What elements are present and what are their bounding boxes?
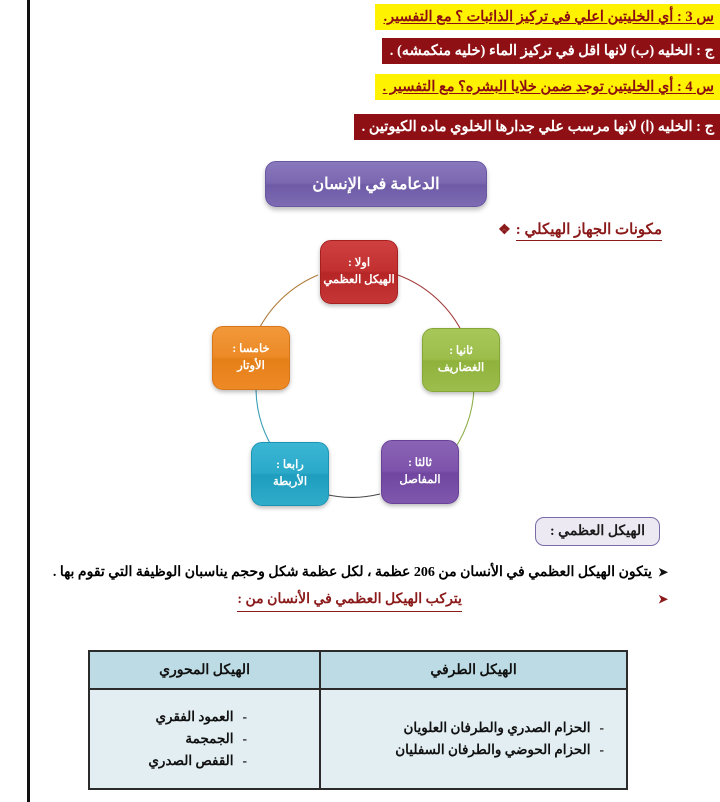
qa-row [0, 72, 720, 110]
cycle-node-name: الغضاريف [437, 362, 485, 374]
answer-3-bar [382, 38, 720, 64]
section-header [498, 220, 662, 241]
cycle-node-name: الأربطة [272, 476, 308, 488]
qa-row [0, 110, 720, 148]
arrow-bullet-icon: ➤ [657, 591, 668, 606]
dash-bullet-icon: - [242, 731, 248, 747]
qa-row [0, 34, 720, 72]
list-item [331, 717, 604, 739]
cycle-node-name: الأوتار [237, 360, 265, 372]
axial-list [100, 706, 305, 772]
cycle-node-name: المفاصل [399, 474, 441, 486]
section-header-text: مكونات الجهاز الهيكلي : [516, 220, 662, 241]
question-4-bar [375, 74, 720, 100]
table-head [89, 651, 627, 689]
cycle-node-cartilage [422, 328, 500, 392]
lesson-title-text: الدعامة في الإنسان [312, 176, 440, 193]
list-item [331, 739, 604, 761]
dash-bullet-icon: - [242, 709, 248, 725]
question-3-text: س 3 : أي الخليتين اعلي في تركيز الذائبات ؟ مع التفسير. [383, 8, 714, 25]
question-4-text: س 4 : أي الخليتين توجد ضمن خلايا البشره؟ مع التفسير . [382, 78, 714, 95]
body-text-block [50, 562, 668, 614]
cycle-node-order: خامسا : [232, 343, 270, 356]
list-item-text: الجمجمة [185, 731, 234, 747]
body-point-text: يتكون الهيكل العظمي في الأنسان من 206 عظمة ، لكل عظمة شكل وحجم يناسبان الوظيفة التي تقوم بها . [52, 565, 652, 580]
dash-bullet-icon: - [242, 752, 248, 768]
list-item-text: الحزام الحوضي والطرفان السفليان [395, 742, 591, 757]
cycle-node-order: ثانيا : [449, 345, 473, 358]
cycle-node-order: اولا : [348, 257, 371, 270]
lesson-title-banner [265, 161, 487, 207]
list-item [100, 706, 247, 728]
list-item-text: القفص الصدري [148, 752, 234, 768]
list-item-text: العمود الفقري [155, 709, 234, 725]
table-cell-axial [89, 689, 320, 789]
subsection-label-box [535, 517, 660, 546]
table-header-axial: الهيكل المحوري [89, 651, 320, 689]
table-body [89, 689, 627, 789]
cycle-node-joints [381, 440, 459, 504]
cycle-node-ligaments [251, 442, 329, 506]
cycle-node-order: ثالثا : [408, 457, 432, 470]
dash-bullet-icon: - [599, 720, 604, 736]
body-point [50, 589, 668, 613]
table-header-appendicular: الهيكل الطرفي [320, 651, 627, 689]
cycle-node-order: رابعا : [276, 459, 304, 472]
answer-4-text: ج : الخليه (ا) لانها مرسب علي جدارها الخلوي ماده الكيوتين . [361, 118, 714, 135]
list-item-text: الحزام الصدري والطرفان العلويان [403, 720, 591, 736]
list-item [100, 750, 247, 772]
qa-block [0, 0, 720, 148]
body-point-text: يتركب الهيكل العظمي في الأنسان من : [237, 589, 462, 613]
cycle-node-skeleton [320, 240, 398, 304]
dash-bullet-icon: - [599, 742, 604, 757]
appendicular-list [331, 717, 612, 761]
table-header-row [89, 651, 627, 689]
qa-row [0, 0, 720, 34]
question-3-bar [375, 4, 720, 30]
table-row [89, 689, 627, 789]
list-item [100, 728, 247, 750]
diamond-bullet-icon: ❖ [498, 223, 511, 238]
answer-4-bar [354, 114, 720, 140]
subsection-label-text: الهيكل العظمي : [550, 524, 645, 539]
arrow-bullet-icon: ➤ [657, 565, 668, 579]
skeleton-divisions-table [88, 650, 628, 790]
skeletal-components-cycle-diagram [196, 240, 536, 525]
cycle-node-name: الهيكل العظمي [323, 274, 395, 286]
body-point [50, 562, 668, 584]
table-cell-appendicular [320, 689, 627, 789]
answer-3-text: ج : الخليه (ب) لانها اقل في تركيز الماء (خليه منكمشه) . [389, 42, 714, 59]
cycle-node-tendons [212, 326, 290, 390]
